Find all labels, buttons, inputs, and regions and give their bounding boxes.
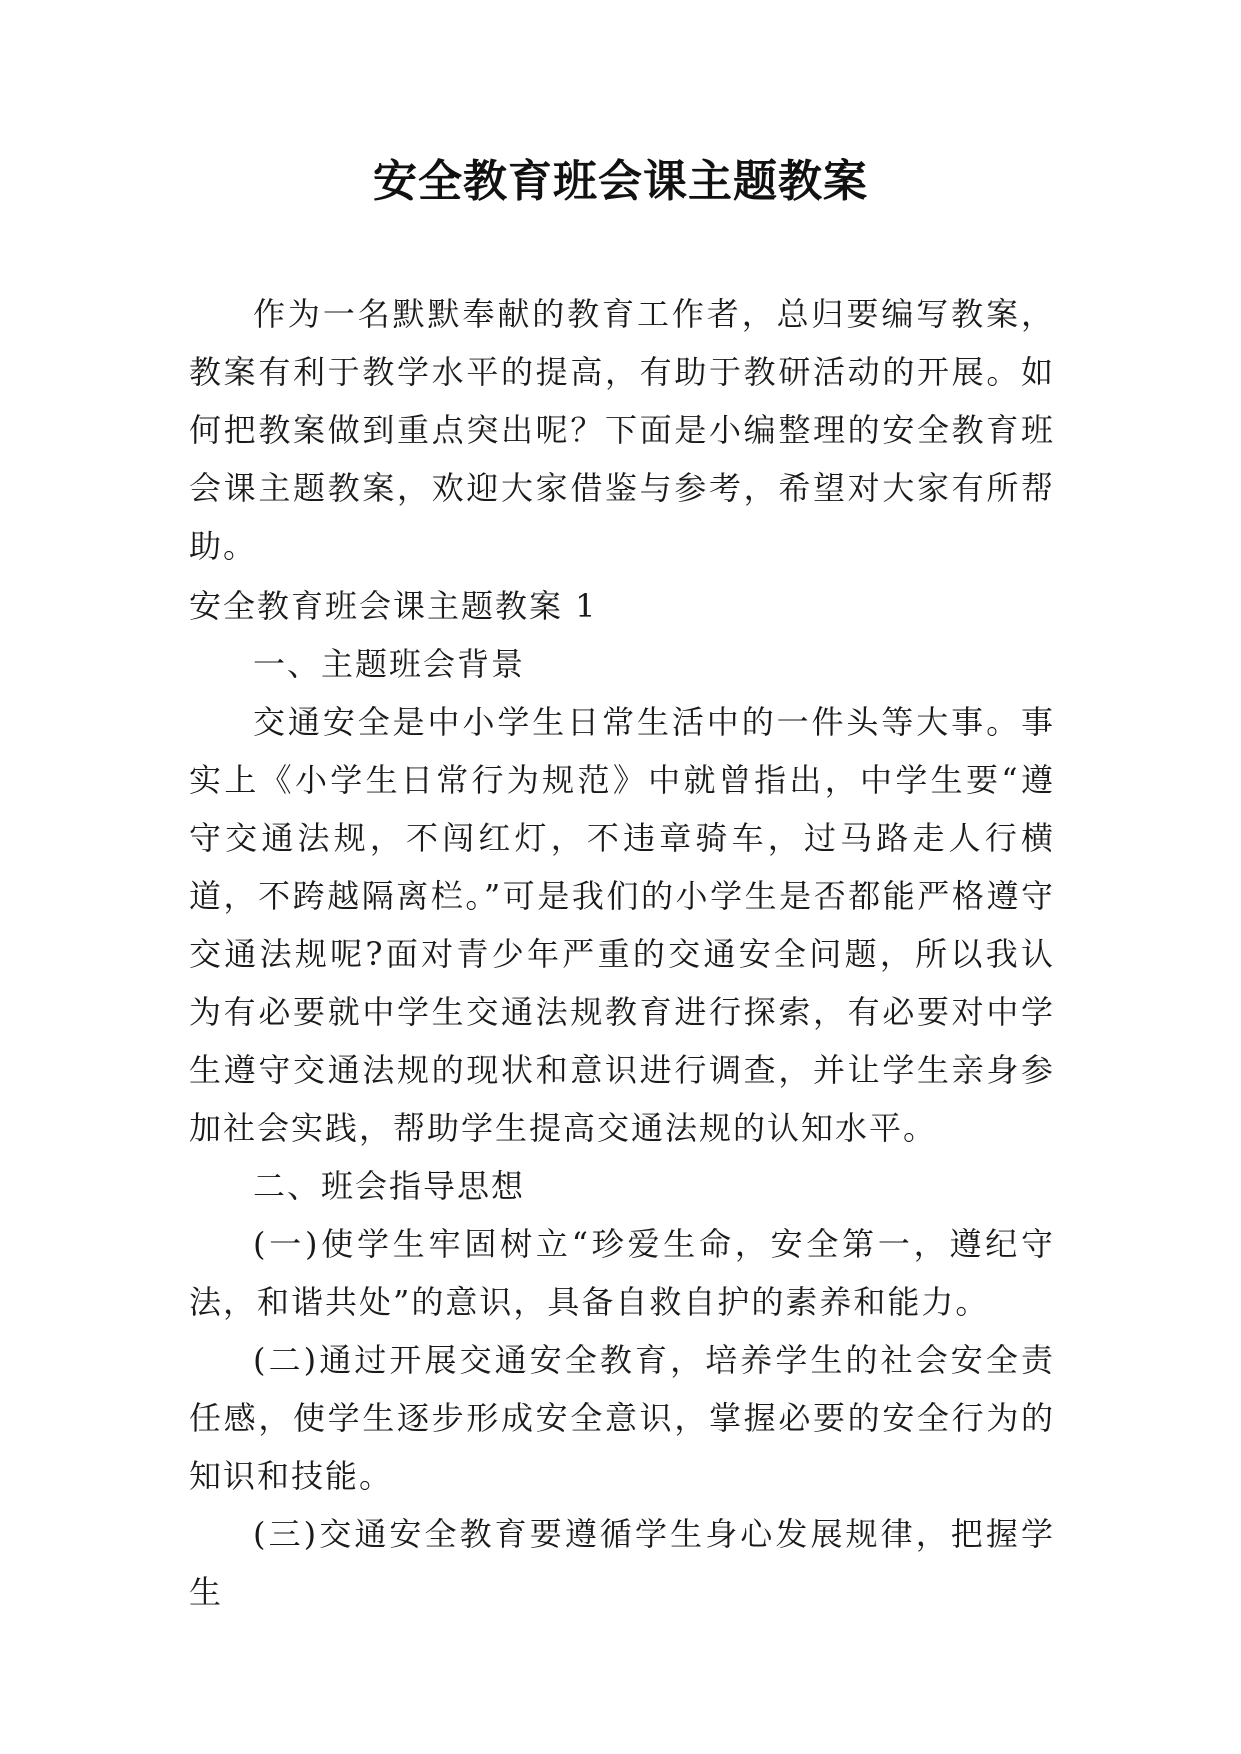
intro-paragraph: 作为一名默默奉献的教育工作者，总归要编写教案，教案有利于教学水平的提高，有助于教研活动的开展。如何把教案做到重点突出呢？下面是小编整理的安全教育班会课主题教案，欢迎大家借鉴与参考，希望对大家有所帮助。 [189, 295, 1055, 565]
heading-guiding-ideas: 二、班会指导思想 [253, 1167, 526, 1205]
document-title: 安全教育班会课主题教案 [373, 156, 868, 207]
main-content [189, 577, 1055, 1621]
background-paragraph: 交通安全是中小学生日常生活中的一件头等大事。事实上《小学生日常行为规范》中就曾指出，中学生要“遵守交通法规，不闯红灯，不违章骑车，过马路走人行横道，不跨越隔离栏。”可是我们的小学生是否都能严格遵守交通法规呢?面对青少年严重的交通安全问题，所以我认为有必要就中学生交通法规教育进行探索，有必要对中学生遵守交通法规的现状和意识进行调查，并让学生亲身参加社会实践，帮助学生提高交通法规的认知水平。 [189, 703, 1055, 1147]
guiding-item-3: (三)交通安全教育要遵循学生身心发展规律，把握学生 [189, 1515, 1055, 1611]
guiding-item-1: (一)使学生牢固树立“珍爱生命，安全第一，遵纪守法，和谐共处”的意识，具备自救自护的素养和能力。 [189, 1225, 1055, 1321]
intro-block [189, 285, 1055, 575]
guiding-item-2: (二)通过开展交通安全教育，培养学生的社会安全责任感，使学生逐步形成安全意识，掌握必要的安全行为的知识和技能。 [189, 1341, 1055, 1495]
heading-background: 一、主题班会背景 [253, 645, 526, 683]
section-title: 安全教育班会课主题教案 1 [189, 587, 598, 625]
